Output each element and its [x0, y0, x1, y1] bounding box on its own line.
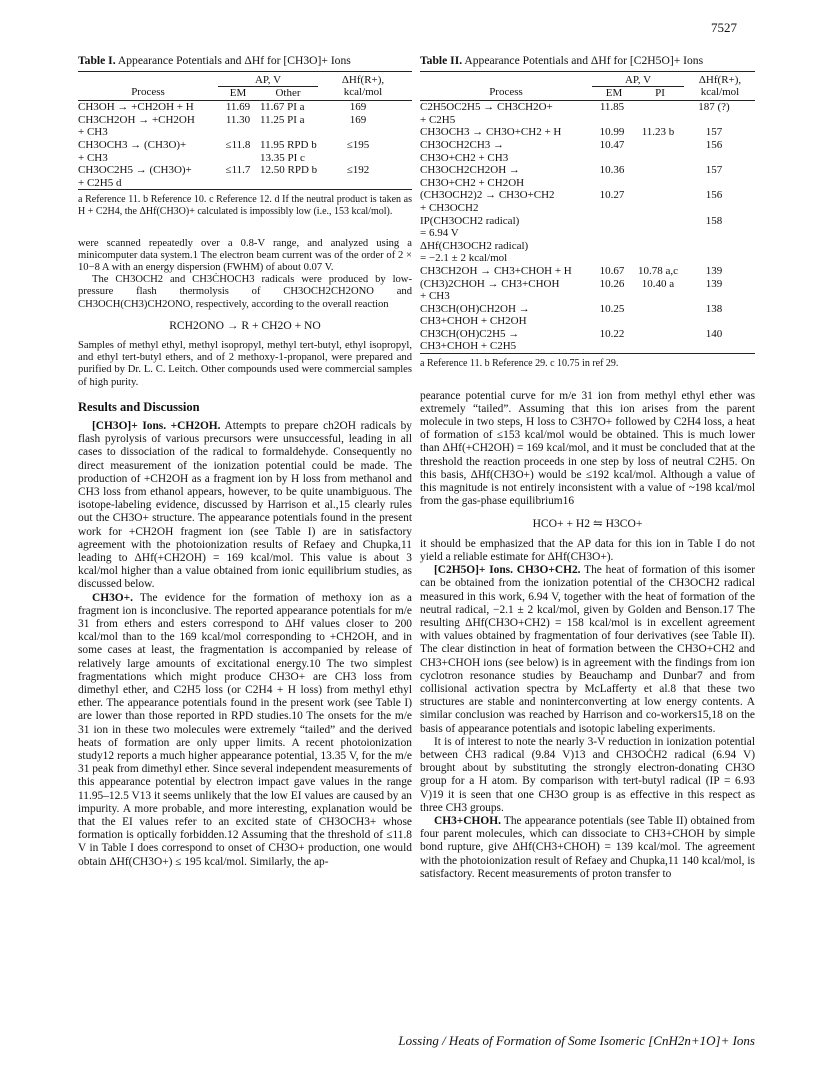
equation-2: HCO+ + H2 ⇋ H3CO+ [532, 516, 643, 530]
table2-bottom-rule [420, 353, 755, 354]
cell-dh: 169 [349, 101, 367, 114]
table-row [420, 215, 755, 265]
table-row [420, 265, 755, 278]
cell-proc: CH3CH(OH)C2H5 → CH3+CHOH + C2H5 [420, 327, 520, 353]
cell-proc: CH3OCH2CH2OH → CH3O+CH2 + CH2OH [420, 164, 525, 189]
cell-em: ≤11.7 [225, 164, 251, 177]
table1-bottom-rule [78, 189, 412, 190]
cell-dh: 158 [705, 214, 723, 227]
cell-dh: 169 [349, 113, 367, 126]
cell-dh: 157 [705, 164, 723, 177]
table1-title: Appearance Potentials and ΔHf for [CH3O]+ Ions [117, 54, 351, 67]
cell-proc: CH3OH → +CH2OH + H [78, 101, 194, 114]
left-para-4: Attempts to prepare ch2OH radicals by flash pyrolysis of various precursors were unsuccessful, leading in all cases to dissociation of the radical to formaldehyde. Consequently no direct measurement of the ionization potential could be made. The production of +CH2OH as a fragment ion by H loss from methanol and CH3 loss from ethanol appears, however, to be quite unambiguous. The isotope-labeling evidence, discussed by Harrison et al.,15 clearly rules out the CH3O+ structure. The appearance potentials found in the present work for +CH2OH fragment ion (see Table I) are in satisfactory agreement with the photoionization results of Refaey and Chupka,11 leading to ΔHf(+CH2OH) = 169 kcal/mol. This value is about 3 kcal/mol higher than a value obtained from ionic equilibrium studies, as discussed below. [78, 419, 413, 591]
cell-em: 10.47 [599, 138, 625, 151]
table1-header [78, 72, 412, 100]
cell-proc: CH3OCH3 → CH3O+CH2 + H [420, 126, 562, 139]
cell-em: ≤11.8 [225, 138, 251, 151]
table-row [78, 164, 412, 189]
table-row [78, 101, 412, 114]
cell-proc: CH3OC2H5 → (CH3O)+ + C2H5 d [78, 164, 192, 189]
table2-head-dh: ΔHf(R+), kcal/mol [698, 74, 742, 99]
para5-lead: CH3O+. [92, 591, 133, 604]
table-row [420, 126, 755, 139]
page-number: 7527 [711, 20, 737, 35]
table2-head-process: Process [489, 86, 523, 99]
table2-title: Appearance Potentials and ΔHf for [C2H5O]+ Ions [464, 54, 704, 67]
left-column [78, 50, 412, 869]
table-row [420, 139, 755, 164]
table2-body [420, 101, 755, 353]
cell-em: 10.99 [599, 126, 625, 139]
table1-footnote: a Reference 11. b Reference 10. c Reference 12. d If the neutral product is taken as H + C2H4, the ΔHf(CH3O)+ calculated is impossibly low (i.e., 153 kcal/mol). [78, 194, 412, 217]
cell-proc: (CH3)2CHOH → CH3+CHOH + CH3 [420, 277, 560, 303]
table1-head-process: Process [131, 86, 165, 99]
table-row [78, 139, 412, 164]
table1-body [78, 101, 412, 189]
cell-proc: C2H5OC2H5 → CH3CH2O+ + C2H5 [420, 101, 553, 126]
table1-label: Table I. [78, 54, 116, 67]
para4-lead: [CH3O]+ Ions. +CH2OH. [92, 419, 221, 432]
cell-pi: 10.40 a [641, 277, 675, 290]
right-para-2: it should be emphasized that the AP data for this ion in Table I do not yield a reliable estimate for ΔHf(CH3O+). [420, 537, 755, 563]
right-para-1: pearance potential curve for m/e 31 ion from methyl ethyl ether was extremely “tailed”. Assuming that this ion arises from the parent molecule in two steps, H loss to C3H7O+ followed by C2H4 loss, a heat of formation of ≤153 kcal/mol would be obtained. This is much lower than ΔHf(+CH2OH) = 169 kcal/mol, and it must be concluded that at the threshold the reaction proceeds in one step by loss of neutral C2H5. On this basis, ΔHf(CH3O+) would be ≤192 kcal/mol. Although a value of this magnitude is not entirely inconsistent with a value of ~198 kcal/mol from the gas-phase equilibrium16 [420, 389, 755, 508]
cell-proc: CH3OCH2CH3 → CH3O+CH2 + CH3 [420, 138, 509, 164]
table-row [420, 278, 755, 303]
table2-head-ap: AP, V [624, 74, 652, 87]
table1-head-em: EM [229, 87, 247, 100]
cell-em: 11.69 [225, 101, 251, 114]
cell-em: 10.27 [599, 189, 625, 202]
cell-em: 11.30 [225, 113, 251, 126]
table2-head-em: EM [605, 87, 623, 100]
cell-proc: CH3CH(OH)CH2OH → CH3+CHOH + CH2OH [420, 302, 530, 328]
table1-caption [78, 54, 412, 67]
cell-em: 10.25 [599, 302, 625, 315]
left-para-1: were scanned repeatedly over a 0.8-V range, and analyzed using a minicomputer data system.1 The electron beam current was of the order of 2 × 10−8 A with an energy dispersion (FWHM) of about 0.07 V. [78, 237, 412, 273]
equation-1: RCH2ONO → R + CH2O + NO [169, 318, 321, 332]
running-footer: Lossing / Heats of Formation of Some Isomeric [CnH2n+1O]+ Ions [398, 1033, 755, 1048]
left-para-3: Samples of methyl ethyl, methyl isopropyl, methyl tert-butyl, ethyl isopropyl, and ethyl tert-butyl ethers, and of 2 methoxy-1-propanol, were prepared and purified by Dr. L. C. Leitch. Other compounds used were commercial samples of high purity. [78, 339, 412, 388]
right-para-4: It is of interest to note the nearly 3-V reduction in ionization potential between ĊH3 radical (9.84 V)13 and CH3OĊH2 radical (6.94 V) brought about by substituting the strongly electron-donating CH3O group for a H atom. By comparison with tert-butyl radical (IP = 6.93 V)19 it is seen that one CH3O group is as effective in this respect as three CH3 groups. [420, 735, 755, 814]
cell-dh: 138 [705, 302, 723, 315]
cell-proc: (CH3OCH2)2 → CH3O+CH2 + CH3OCH2 [420, 189, 555, 214]
right-column [420, 50, 755, 881]
cell-dh: 156 [705, 138, 723, 151]
cell-dh: 140 [705, 327, 723, 340]
cell-dh: ≤195 [346, 138, 370, 151]
cell-other: 12.50 RPD b [260, 164, 318, 177]
cell-em: 10.67 [599, 264, 625, 277]
cell-proc: IP(CH3OCH2 radical) = 6.94 V ΔHf(CH3OCH2 radical) = −2.1 ± 2 kcal/mol [420, 214, 529, 265]
table2-header [420, 72, 755, 100]
left-para-5: The evidence for the formation of methoxy ion as a fragment ion is inconclusive. The reported appearance potentials for m/e 31 from ethers and esters correspond to ΔHf values closer to 200 kcal/mol than to the 169 kcal/mol corresponding to +CH2OH, and in some cases at least, the fragmentation is accompanied by release of relatively large amounts of excitational energy.10 The two simplest fragmentations which might produce CH3O+ are CH3 loss from dimethyl ether, and C2H5 loss (or C2H4 + H loss) from methyl ethyl ether. The appearance potentials found in the present work (see Table I) are lower than those reported in RPD studies.10 The onsets for the m/e 31 ion in these two molecules were extremely “tailed” and the derived heats of formation are only upper limits. A recent photoionization study12 reports a much higher appearance potential, 13.35 V, for the m/e 31 peak from dimethyl ether. Since several independent measurements of this appearance potential by electron impact gave values in the range 11.95–12.5 V13 it seems unlikely that the low EI values are caused by an impurity. A more probable, and more interesting, explanation would be that the EI values refer to an excited state of CH3OCH3+ whose formation is optically forbidden.12 Assuming that the threshold of ≤11.8 V in Table I does correspond to onset of CH3O+ production, one would obtain ΔHf(CH3O+) ≤ 195 kcal/mol. Similarly, the ap- [78, 591, 413, 868]
right-para-5: The appearance potentials (see Table II) obtained from four parent molecules, which can dissociate to CH3+CHOH by simple bond rupture, give ΔHf(CH3+CHOH) = 139 kcal/mol. The agreement with the photoionization result of Refaey and Chupka,11 140 kcal/mol, is satisfactory. Recent measurements of proton transfer to [420, 814, 755, 880]
cell-dh: 156 [705, 189, 723, 202]
cell-proc: CH3CH2OH → +CH2OH + CH3 [78, 113, 195, 139]
cell-pi: 11.23 b [641, 126, 675, 139]
cell-em: 10.26 [599, 277, 625, 290]
cell-dh: ≤192 [346, 164, 370, 177]
cell-pi: 10.78 a,c [637, 264, 678, 277]
table-row [420, 328, 755, 353]
table-row [420, 189, 755, 214]
table2-label: Table II. [420, 54, 463, 67]
right-para5-lead: CH3+CHOH. [434, 814, 501, 827]
section-heading: Results and Discussion [78, 399, 200, 414]
table2-footnote: a Reference 11. b Reference 29. c 10.75 in ref 29. [420, 358, 619, 370]
cell-other: 11.67 PI a [260, 101, 305, 114]
cell-dh: 139 [705, 264, 723, 277]
left-para-2: The CH3OCH2 and CH3ĊHOCH3 radicals were produced by low-pressure flash thermolysis of CH3OCH2CH2ONO and CH3OCH(CH3)CH2ONO, respectively, according to the overall reaction [78, 274, 412, 310]
right-para3-lead: [C2H5O]+ Ions. CH3O+CH2. [434, 564, 581, 577]
cell-dh: 157 [705, 126, 723, 139]
table2-head-pi: PI [655, 87, 665, 100]
table1-head-dh: ΔHf(R+), kcal/mol [341, 74, 385, 99]
right-para-3: The heat of formation of this isomer can be obtained from the ionization potential of the CH3OCH2 radical measured in this work, 6.94 V, together with the heat of formation of the neutral radical, −2.1 ± 2 kcal/mol, given by Golden and Benson.17 The resulting ΔHf(CH3O+CH2) = 158 kcal/mol is in excellent agreement with values obtained by fragmentation of four derivatives (see Table II). The clear distinction in heat of formation between the CH3O+CH2 and CH3+CHOH ions (see below) is in agreement with the findings from ion cyclotron resonance studies by Beauchamp and Dunbar7 and from collisional activation spectra by McLafferty et al.8 that these two structures are stable and noninterconverting at low energy contents. A similar conclusion was reached by Harrison and co-workers15,18 on the basis of appearance potentials and isotopic labeling experiments. [420, 564, 755, 735]
cell-em: 10.36 [599, 164, 625, 177]
table1-head-other: Other [275, 87, 301, 100]
table-row [78, 114, 412, 139]
cell-dh: 139 [705, 277, 723, 290]
cell-dh: 187 (?) [698, 101, 730, 114]
table-row [420, 303, 755, 328]
table-row [420, 101, 755, 126]
cell-em: 11.85 [599, 101, 625, 114]
cell-em: 10.22 [599, 327, 625, 340]
table1-head-ap: AP, V [254, 74, 282, 87]
cell-proc: CH3OCH3 → (CH3O)+ + CH3 [78, 138, 187, 164]
table2-caption [420, 54, 755, 67]
table-row [420, 164, 755, 189]
cell-proc: CH3CH2OH → CH3+CHOH + H [420, 264, 572, 277]
cell-other: 11.95 RPD b 13.35 PI c [260, 138, 317, 164]
cell-other: 11.25 PI a [260, 113, 305, 126]
